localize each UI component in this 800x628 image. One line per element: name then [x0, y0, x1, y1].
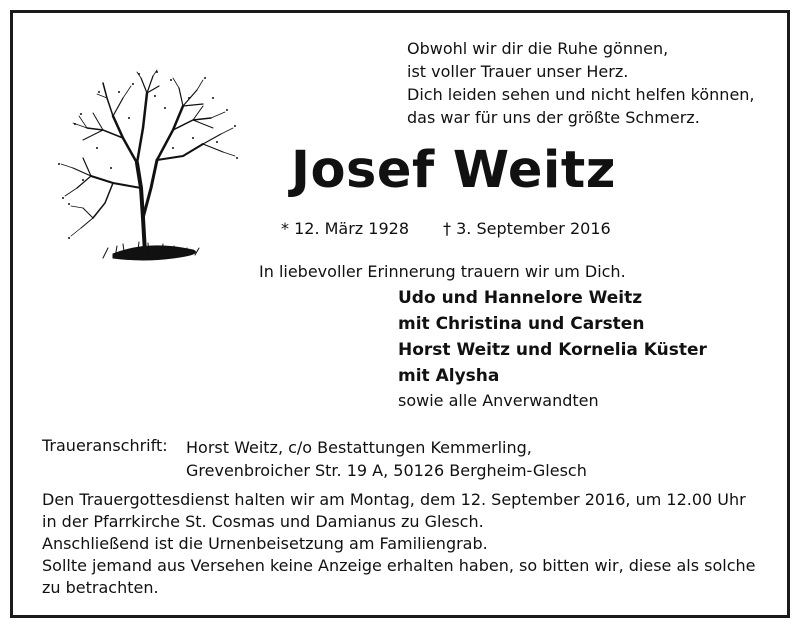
mourner-line: mit Christina und Carsten	[398, 314, 645, 334]
service-line: Sollte jemand aus Versehen keine Anzeige erhalten haben, so bitten wir, diese als solche	[42, 556, 756, 575]
service-information	[42, 489, 755, 599]
mourners-list	[398, 285, 707, 389]
poem	[407, 37, 755, 129]
address-line: Horst Weitz, c/o Bestattungen Kemmerling,	[186, 438, 532, 457]
remembrance-text: In liebevoller Erinnerung trauern wir um Dich.	[259, 262, 626, 281]
service-line: zu betrachten.	[42, 578, 159, 597]
service-line: Anschließend ist die Urnenbeisetzung am Familiengrab.	[42, 534, 488, 553]
service-line: Den Trauergottesdienst halten wir am Montag, dem 12. September 2016, um 12.00 Uhr	[42, 490, 746, 509]
poem-line: Dich leiden sehen und nicht helfen können,	[407, 85, 755, 104]
service-line: in der Pfarrkirche St. Cosmas und Damianus zu Glesch.	[42, 512, 484, 531]
obituary-notice	[10, 10, 790, 618]
birth-date: * 12. März 1928	[281, 219, 410, 238]
deceased-name: Josef Weitz	[291, 141, 616, 200]
relatives-text: sowie alle Anverwandten	[398, 391, 599, 410]
poem-line: das war für uns der größte Schmerz.	[407, 108, 700, 127]
mourner-line: mit Alysha	[398, 366, 500, 386]
mourner-line: Horst Weitz und Kornelia Küster	[398, 340, 707, 360]
address-line: Grevenbroicher Str. 19 A, 50126 Bergheim-Glesch	[186, 461, 587, 480]
address-label: Traueranschrift:	[42, 436, 168, 455]
death-date: † 3. September 2016	[443, 219, 611, 238]
mourner-line: Udo und Hannelore Weitz	[398, 288, 643, 308]
mourning-address	[186, 436, 587, 482]
poem-line: Obwohl wir dir die Ruhe gönnen,	[407, 39, 669, 58]
poem-line: ist voller Trauer unser Herz.	[407, 62, 629, 81]
bare-tree-icon	[53, 68, 243, 273]
